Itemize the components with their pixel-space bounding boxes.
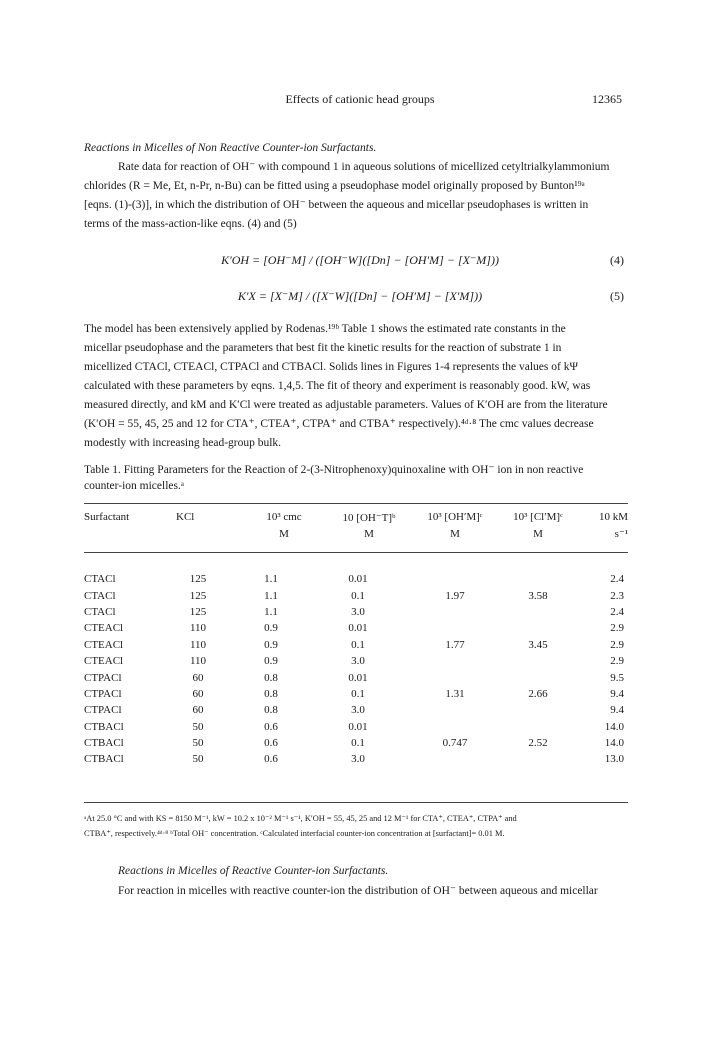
table-cell (412, 719, 498, 735)
table-row (84, 702, 628, 718)
table-row (84, 637, 628, 653)
table-row (84, 604, 628, 620)
unit-cell (84, 525, 176, 541)
table-row (84, 719, 628, 735)
table-cell (412, 604, 498, 620)
table-cell (412, 571, 498, 587)
table-cell (412, 653, 498, 669)
table-cell: 125 (189, 589, 207, 602)
table-cell: 9.5 (610, 671, 624, 684)
table-cell: 0.1 (351, 589, 365, 602)
table-cell (412, 620, 498, 636)
table-cell: 0.01 (348, 671, 368, 684)
paragraph-line: micellar pseudophase and the parameters that best fit the kinetic results for the reaction of substrate 1 in (84, 342, 562, 354)
table-cell: 60 (192, 687, 204, 700)
paragraph-reactive-start: For reaction in micelles with reactive counter-ion the distribution of OH⁻ between aqueous and micellar (118, 885, 598, 897)
table-cell (412, 702, 498, 718)
table-cell: CTBACl (84, 737, 124, 750)
paragraph-line: modestly with increasing head-group bulk. (84, 437, 282, 449)
table-cell: 3.45 (528, 638, 548, 651)
table-cell: 50 (192, 737, 204, 750)
table-cell: 2.66 (528, 687, 548, 700)
table-cell: CTPACl (84, 687, 122, 700)
page-number: 12365 (592, 92, 622, 106)
table-cell: 0.1 (351, 737, 365, 750)
footnote-line: CTBA⁺, respectively.⁴ᵈ·⁸ ᵇTotal OH⁻ concentration. ᶜCalculated interfacial counter-ion concentration at [surfactant]= 0.01 M. (84, 829, 505, 838)
table-cell: 0.1 (351, 638, 365, 651)
table-cell: 0.6 (264, 737, 278, 750)
paragraph-line: measured directly, and kM and K′Cl were treated as adjustable parameters. Values of K′OH are from the literature (84, 399, 608, 411)
table-cell (498, 702, 578, 718)
paragraph-line: The model has been extensively applied by Rodenas.¹⁹ᵇ Table 1 shows the estimated rate constants in the (84, 323, 566, 335)
paragraph-line: chlorides (R = Me, Et, n-Pr, n-Bu) can be fitted using a pseudophase model originally proposed by Bunton¹⁹ᵃ (84, 180, 585, 192)
table-cell: 0.8 (264, 687, 278, 700)
table-cell: 2.9 (610, 638, 624, 651)
header-cmc: 10³ cmc (266, 511, 302, 524)
table-cell: 0.1 (351, 687, 365, 700)
unit-cell (176, 525, 242, 541)
unit-cell: s⁻¹ (614, 528, 628, 541)
table-cell: 1.77 (445, 638, 465, 651)
section-heading-reactive: Reactions in Micelles of Reactive Counter-ion Surfactants. (118, 865, 389, 877)
table-cell: 0.9 (264, 622, 278, 635)
table-cell: 1.1 (264, 605, 278, 618)
table-cell: 2.4 (610, 573, 624, 586)
paragraph-intro (84, 158, 628, 234)
header-surfactant: Surfactant (84, 511, 130, 524)
table-row (84, 653, 628, 669)
table-cell: 2.52 (528, 737, 548, 750)
table-cell (498, 653, 578, 669)
table-cell (498, 719, 578, 735)
unit-cell: M (364, 527, 374, 540)
table-cell: 125 (189, 605, 207, 618)
paragraph-line: terms of the mass-action-like eqns. (4) and (5) (84, 218, 297, 230)
unit-cell: M (279, 527, 289, 540)
table-cell: 2.4 (610, 605, 624, 618)
table-cell: 3.0 (351, 655, 365, 668)
table-cell: 1.31 (445, 687, 465, 700)
table-cell: 2.9 (610, 655, 624, 668)
table-cell: 0.01 (348, 720, 368, 733)
table-cell: 0.6 (264, 720, 278, 733)
table-cell (498, 751, 578, 767)
table-cell: CTPACl (84, 704, 122, 717)
equation-5-number: (5) (610, 289, 624, 303)
table-cell: 0.747 (442, 737, 468, 750)
table-cell: 9.4 (610, 687, 624, 700)
table-cell: 3.0 (351, 605, 365, 618)
running-title: Effects of cationic head groups (285, 92, 435, 106)
table-row (84, 669, 628, 685)
table-row (84, 686, 628, 702)
table-cell: CTBACl (84, 753, 124, 766)
table-bottom-rule (84, 802, 628, 803)
table-cell (498, 604, 578, 620)
table-cell: 0.6 (264, 753, 278, 766)
table-cell: CTBACl (84, 720, 124, 733)
table-cell: 60 (192, 704, 204, 717)
table-cell: 3.58 (528, 589, 548, 602)
table-cell: 1.1 (264, 589, 278, 602)
table-footnotes (84, 811, 644, 841)
table-row (84, 571, 628, 587)
table-header-rule (84, 552, 628, 553)
equation-4: K′OH = [OH⁻M] / ([OH⁻W]([Dn] − [OH′M] − [X⁻M])) (221, 253, 499, 267)
equation-5: K′X = [X⁻M] / ([X⁻W]([Dn] − [OH′M] − [X′M])) (237, 289, 483, 303)
unit-cell: M (450, 527, 460, 540)
table-cell (498, 620, 578, 636)
table-row (84, 735, 628, 751)
table-cell: CTACl (84, 605, 116, 618)
table-cell: CTPACl (84, 671, 122, 684)
table-cell: 3.0 (351, 753, 365, 766)
header-kcl: KCl (176, 511, 195, 524)
table-cell: CTEACl (84, 638, 124, 651)
paragraph-results (84, 320, 628, 453)
table-cell: CTEACl (84, 655, 124, 668)
caption-line: counter-ion micelles.ᵃ (84, 480, 184, 492)
table-caption (84, 462, 628, 494)
header-oh-micellar: 10³ [OH′M]ᶜ (427, 511, 483, 524)
header-oh-total: 10 [OH⁻T]ᵇ (342, 511, 396, 524)
paragraph-line: [eqns. (1)-(3)], in which the distribution of OH⁻ between the aqueous and micellar pseudophases is written in (84, 199, 589, 211)
paragraph-line: Rate data for reaction of OH⁻ with compound 1 in aqueous solutions of micellized cetyltrialkylammonium (118, 161, 610, 173)
table-row (84, 587, 628, 603)
table-cell: CTACl (84, 589, 116, 602)
table-cell: 110 (189, 622, 207, 635)
table-cell: 2.9 (610, 622, 624, 635)
table-cell: 0.9 (264, 655, 278, 668)
table-cell: 0.01 (348, 573, 368, 586)
header-km: 10 kM (598, 511, 628, 524)
table-cell (498, 669, 578, 685)
equation-4-number: (4) (610, 253, 624, 267)
table-cell: 1.1 (264, 573, 278, 586)
table-cell: 0.9 (264, 638, 278, 651)
table-cell: CTEACl (84, 622, 124, 635)
table-cell: 110 (189, 655, 207, 668)
table-cell: 0.01 (348, 622, 368, 635)
table-header (84, 509, 628, 542)
table-body (84, 571, 628, 768)
table-cell: 125 (189, 573, 207, 586)
table-cell: 14.0 (604, 720, 624, 733)
table-row (84, 620, 628, 636)
table-cell: 1.97 (445, 589, 465, 602)
table-row (84, 751, 628, 767)
table-cell: 60 (192, 671, 204, 684)
table-top-rule (84, 503, 628, 504)
table-cell: 3.0 (351, 704, 365, 717)
footnote-line: ᵃAt 25.0 °C and with KS = 8150 M⁻¹, kW = 10.2 x 10⁻² M⁻¹ s⁻¹, K′OH = 55, 45, 25 and 12 M⁻¹ for CTA⁺, CTEA⁺, CTPA⁺ and (84, 814, 517, 823)
paragraph-line: (K′OH = 55, 45, 25 and 12 for CTA⁺, CTEA⁺, CTPA⁺ and CTBA⁺ respectively).⁴ᵈ·⁸ The cmc values decrease (84, 418, 594, 430)
caption-line: Table 1. Fitting Parameters for the Reaction of 2-(3-Nitrophenoxy)quinoxaline with OH⁻ ion in non reactive (84, 464, 584, 476)
table-cell: 110 (189, 638, 207, 651)
table-cell (412, 669, 498, 685)
table-cell: 9.4 (610, 704, 624, 717)
table-cell (412, 751, 498, 767)
table-cell: CTACl (84, 573, 116, 586)
table-cell: 50 (192, 720, 204, 733)
table-cell: 14.0 (604, 737, 624, 750)
header-cl-micellar: 10³ [Cl′M]ᶜ (513, 511, 563, 524)
table-cell: 0.8 (264, 704, 278, 717)
paragraph-line: calculated with these parameters by eqns. 1,4,5. The fit of theory and experiment is reasonably good. kW, was (84, 380, 591, 392)
table-cell (498, 571, 578, 587)
table-cell: 0.8 (264, 671, 278, 684)
table-cell: 50 (192, 753, 204, 766)
unit-cell: M (533, 527, 543, 540)
table-cell: 13.0 (604, 753, 624, 766)
paragraph-line: micellized CTACl, CTEACl, CTPACl and CTBACl. Solids lines in Figures 1-4 represents the values of kΨ (84, 361, 578, 373)
table-cell: 2.3 (610, 589, 624, 602)
section-heading-nonreactive: Reactions in Micelles of Non Reactive Counter-ion Surfactants. (84, 142, 377, 154)
